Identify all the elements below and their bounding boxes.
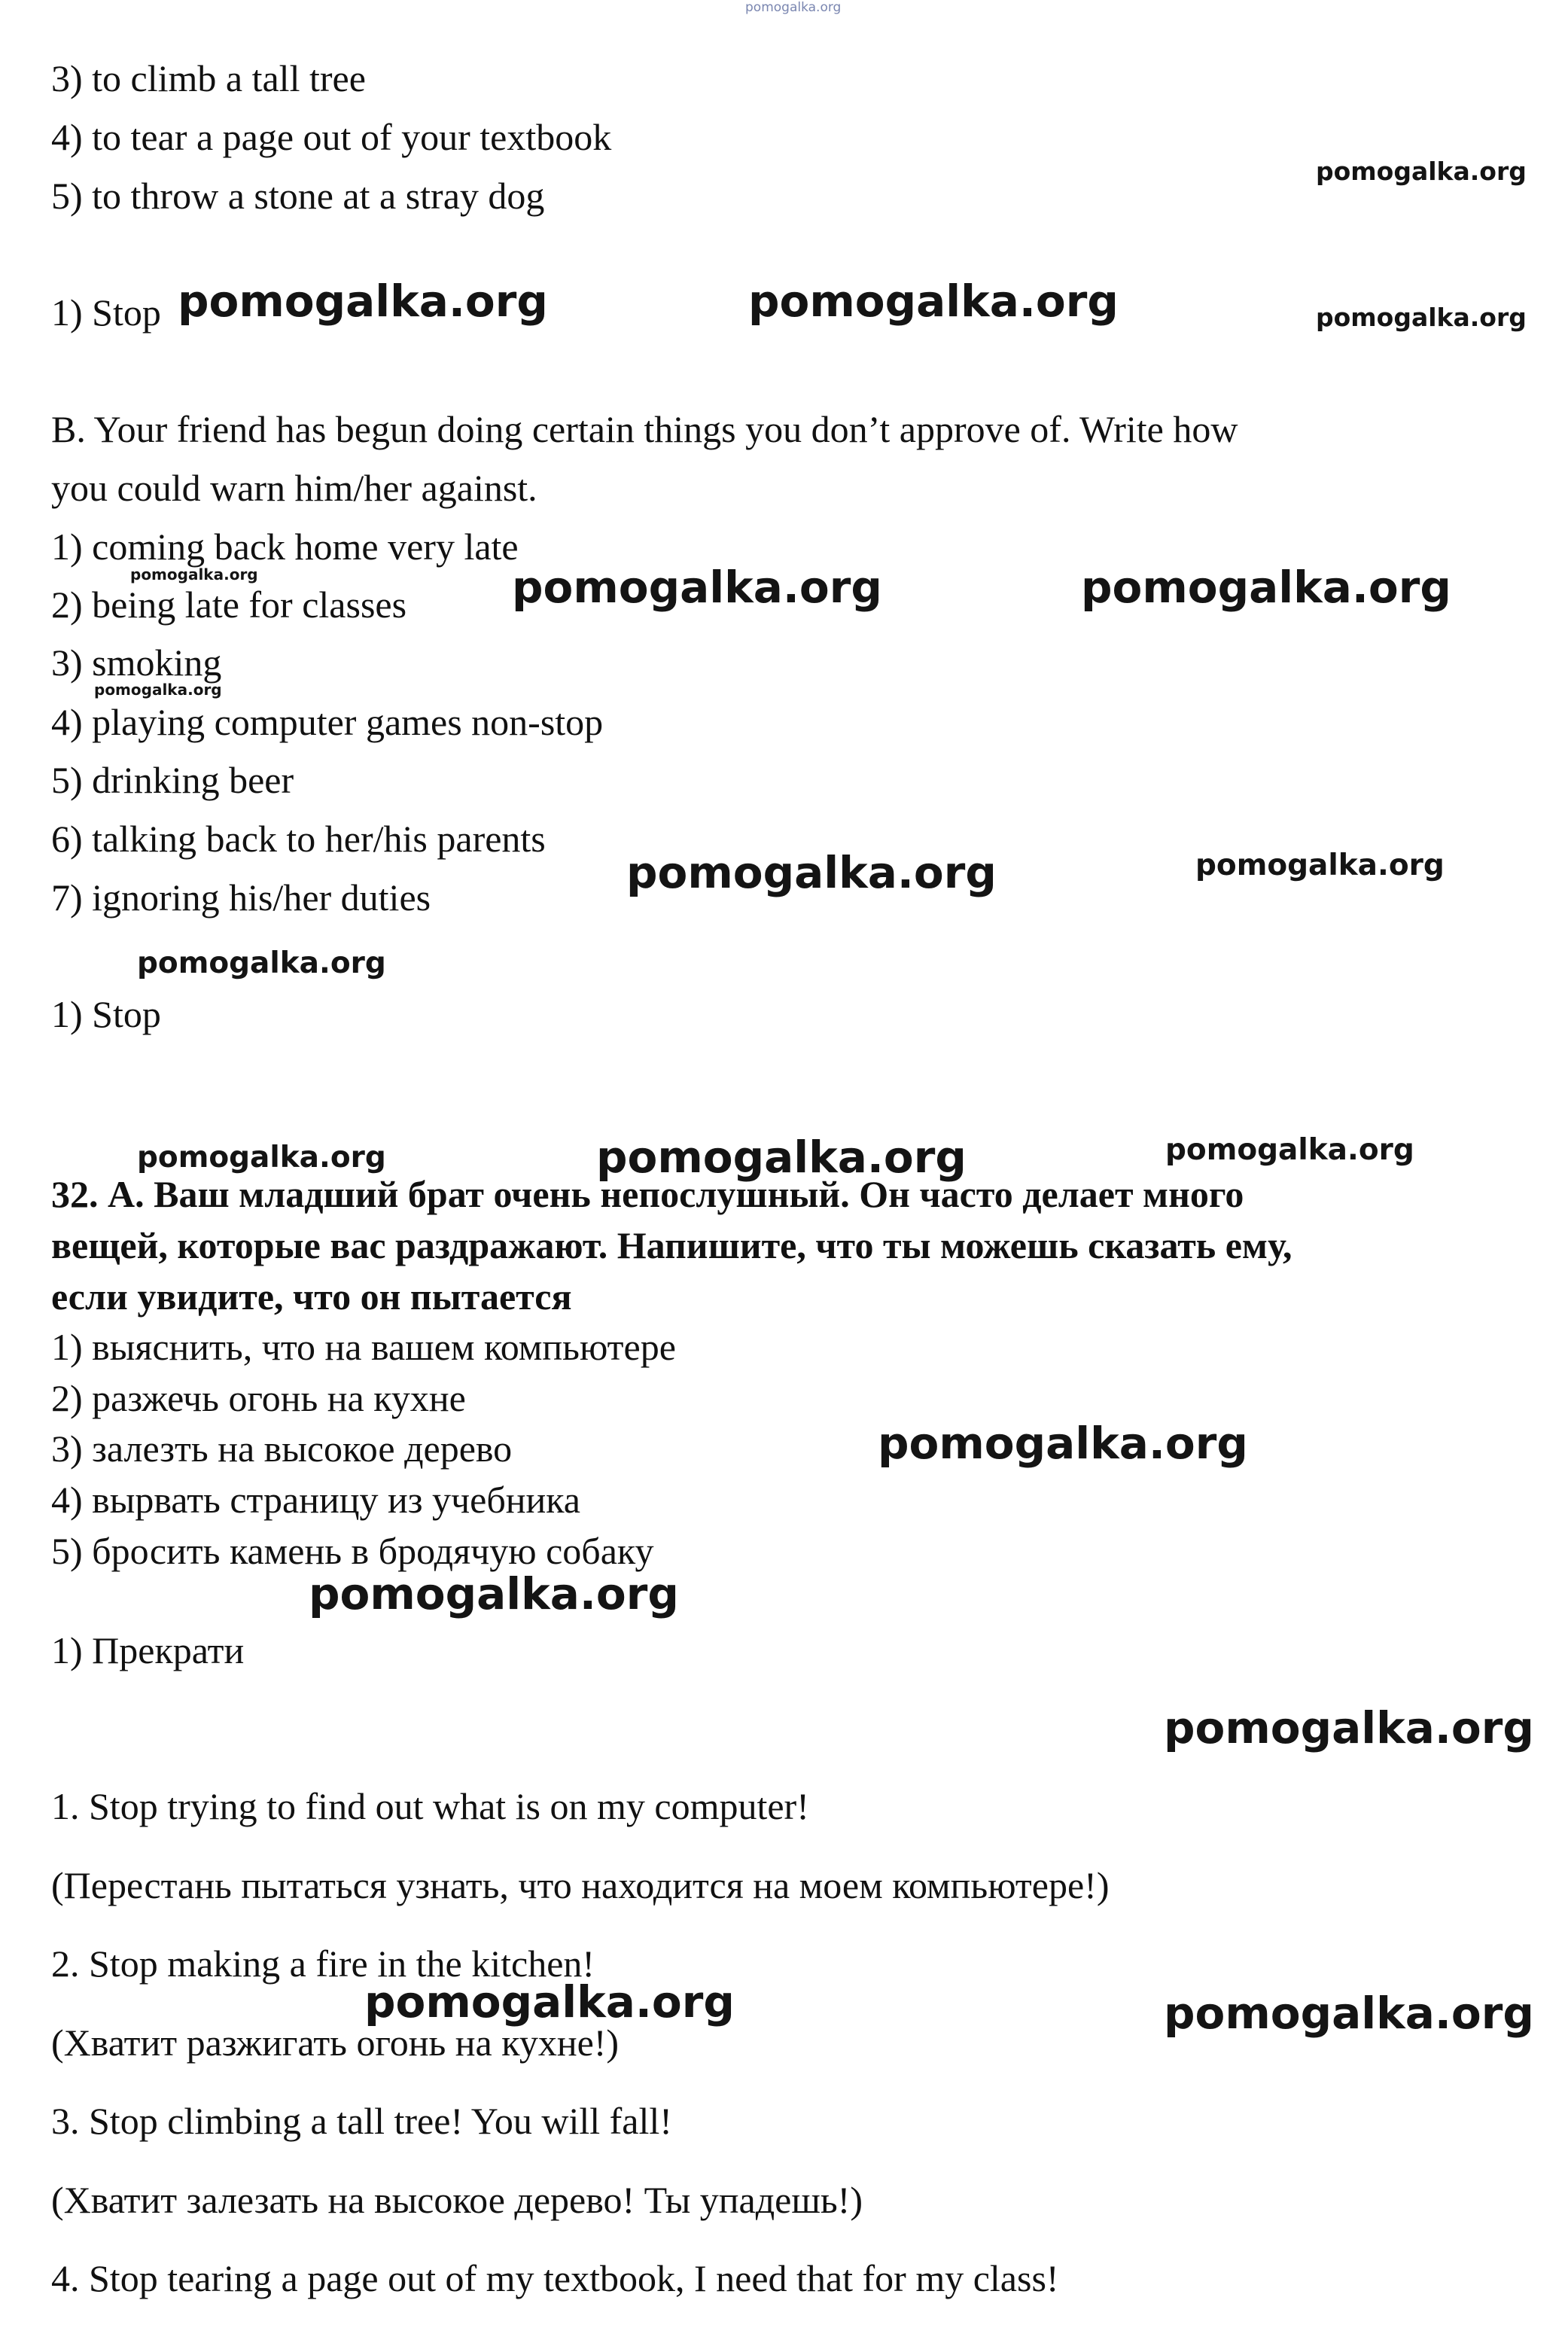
watermark: pomogalka.org bbox=[1316, 303, 1527, 332]
watermark: pomogalka.org bbox=[137, 946, 386, 980]
task-32-item-2: 2) разжечь огонь на кухне bbox=[51, 1377, 466, 1419]
part-b-item-6: 6) talking back to her/his parents bbox=[51, 818, 546, 860]
answer-4-en: 4. Stop tearing a page out of my textbook, I need that for my class! bbox=[51, 2257, 1059, 2299]
part-b-instruction-line1: B. Your friend has begun doing certain things you don’t approve of. Write how bbox=[51, 408, 1238, 450]
part-b-answer-start: 1) Stop bbox=[51, 993, 161, 1035]
answer-1-ru: (Перестань пытаться узнать, что находится на моем компьютере!) bbox=[51, 1864, 1110, 1906]
watermark: pomogalka.org bbox=[1165, 1133, 1414, 1167]
watermark: pomogalka.org bbox=[1081, 562, 1451, 613]
watermark: pomogalka.org bbox=[178, 276, 548, 327]
answer-2-en: 2. Stop making a fire in the kitchen! bbox=[51, 1942, 595, 1985]
task-32-item-4: 4) вырвать страницу из учебника bbox=[51, 1479, 581, 1521]
task-32-heading-line3: если увидите, что он пытается bbox=[51, 1275, 572, 1318]
task-32-item-3: 3) залезть на высокое дерево bbox=[51, 1427, 513, 1470]
part-a-item-4: 4) to tear a page out of your textbook bbox=[51, 116, 612, 158]
watermark: pomogalka.org bbox=[130, 565, 258, 583]
part-a-answer-start: 1) Stop bbox=[51, 291, 161, 334]
part-b-item-1: 1) coming back home very late bbox=[51, 526, 519, 568]
task-32-answer-start: 1) Прекрати bbox=[51, 1629, 245, 1671]
answer-3-ru: (Хватит залезать на высокое дерево! Ты упадешь!) bbox=[51, 2179, 863, 2221]
watermark: pomogalka.org bbox=[1195, 849, 1445, 882]
watermark: pomogalka.org bbox=[1164, 1702, 1534, 1753]
watermark: pomogalka.org bbox=[137, 1141, 386, 1175]
answer-1-en: 1. Stop trying to find out what is on my computer! bbox=[51, 1785, 809, 1827]
part-a-item-3: 3) to climb a tall tree bbox=[51, 57, 366, 99]
watermark: pomogalka.org bbox=[1316, 157, 1527, 186]
part-b-item-7: 7) ignoring his/her duties bbox=[51, 876, 431, 919]
answer-3-en: 3. Stop climbing a tall tree! You will fall! bbox=[51, 2100, 672, 2142]
watermark: pomogalka.org bbox=[512, 562, 882, 613]
part-a-item-5: 5) to throw a stone at a stray dog bbox=[51, 175, 545, 217]
watermark: pomogalka.org bbox=[1164, 1988, 1534, 2039]
watermark: pomogalka.org bbox=[364, 1976, 735, 2028]
task-32-item-1: 1) выяснить, что на вашем компьютере bbox=[51, 1326, 676, 1368]
task-32-item-5: 5) бросить камень в бродячую собаку bbox=[51, 1530, 654, 1572]
answer-2-ru: (Хватит разжигать огонь на кухне!) bbox=[51, 2022, 620, 2064]
watermark: pomogalka.org bbox=[626, 847, 997, 898]
watermark: pomogalka.org bbox=[309, 1568, 679, 1619]
watermark: pomogalka.org bbox=[878, 1418, 1248, 1469]
part-b-item-4: 4) playing computer games non-stop bbox=[51, 701, 604, 743]
watermark: pomogalka.org bbox=[596, 1132, 967, 1183]
task-32-heading-line1: 32. А. Ваш младший брат очень непослушный. Он часто делает много bbox=[51, 1173, 1244, 1215]
task-32-heading bbox=[51, 1168, 1527, 1322]
part-b-item-5: 5) drinking beer bbox=[51, 759, 294, 801]
part-b-instruction-line2: you could warn him/her against. bbox=[51, 467, 537, 509]
part-b-item-2: 2) being late for classes bbox=[51, 583, 407, 626]
header-watermark: pomogalka.org bbox=[745, 0, 842, 15]
task-32-heading-line2: вещей, которые вас раздражают. Напишите, что ты можешь сказать ему, bbox=[51, 1224, 1292, 1266]
watermark: pomogalka.org bbox=[94, 681, 222, 699]
watermark: pomogalka.org bbox=[748, 276, 1119, 327]
part-b-item-3: 3) smoking bbox=[51, 641, 222, 684]
